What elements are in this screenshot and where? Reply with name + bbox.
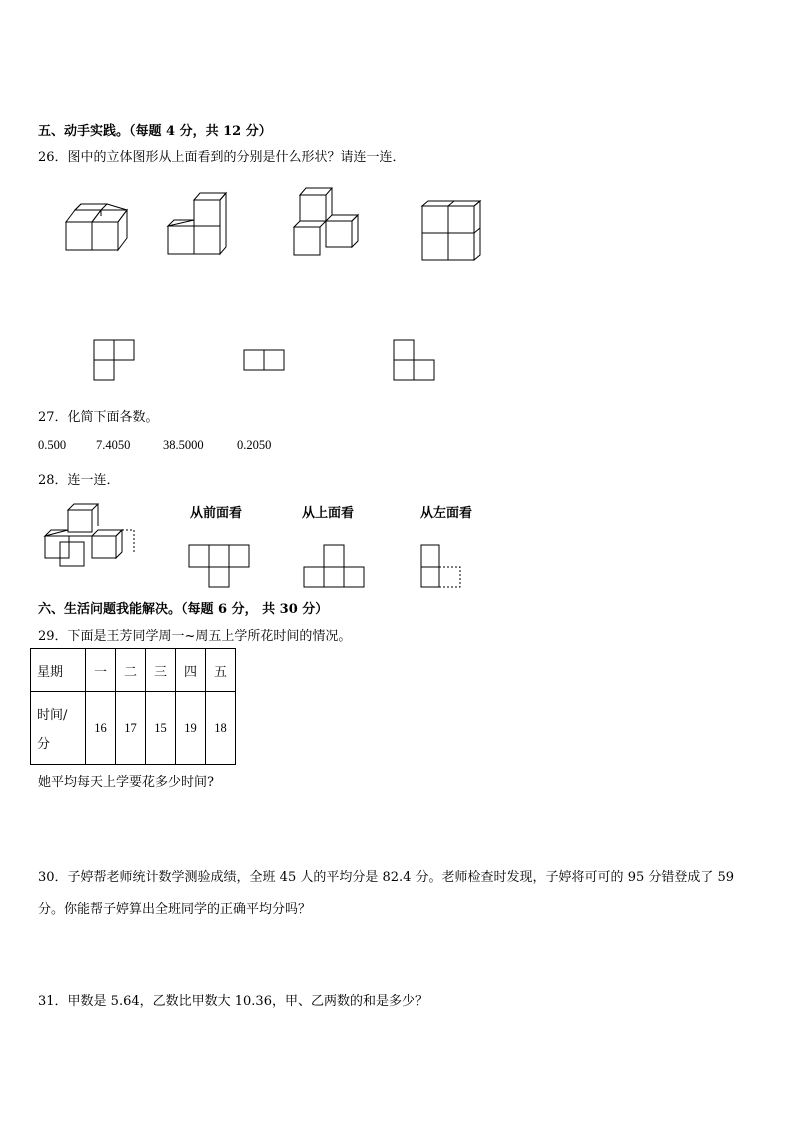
table-cell-day: 二 <box>116 649 146 692</box>
q26-solid-figure-3 <box>290 185 365 260</box>
question-31-text: 31．甲数是 5.64，乙数比甲数大 10.36，甲、乙两数的和是多少？ <box>38 994 428 1009</box>
q28-view-label-front: 从前面看 <box>190 506 243 521</box>
q26-solid-figure-1 <box>60 200 130 260</box>
q28-view-shape-inverted-t <box>303 544 368 590</box>
table-cell-day: 五 <box>206 649 236 692</box>
table-row-times <box>31 692 236 765</box>
question-28-text: 28．连一连． <box>38 473 120 488</box>
q27-number-3: 38.5000 <box>163 438 204 452</box>
table-cell-time: 19 <box>176 692 206 765</box>
q26-top-view-two-squares <box>243 349 288 374</box>
table-cell-time: 17 <box>116 692 146 765</box>
q26-solid-figure-2 <box>162 190 232 260</box>
q26-solid-figure-4 <box>418 198 488 264</box>
table-cell-day: 一 <box>86 649 116 692</box>
time-label-line-1: 时间/ <box>37 708 68 723</box>
q27-number-2: 7.4050 <box>96 438 131 452</box>
table-cell-day: 三 <box>146 649 176 692</box>
q28-view-label-left: 从左面看 <box>420 506 473 521</box>
question-30-line-2: 分。你能帮子婷算出全班同学的正确平均分吗？ <box>38 902 312 917</box>
table-cell-time: 15 <box>146 692 176 765</box>
q27-number-4: 0.2050 <box>237 438 272 452</box>
question-29-text: 29．下面是王芳同学周一~周五上学所花时间的情况。 <box>38 629 352 644</box>
table-cell-time: 16 <box>86 692 116 765</box>
section-6-title: 六、生活问题我能解决。（每题 6 分， 共 30 分） <box>38 602 329 617</box>
section-5-title: 五、动手实践。（每题 4 分，共 12 分） <box>38 124 272 139</box>
q26-top-view-reverse-l <box>393 339 438 384</box>
q28-view-shape-column <box>420 544 465 590</box>
question-29-prompt: 她平均每天上学要花多少时间? <box>38 775 214 790</box>
question-26-text: 26．图中的立体图形从上面看到的分别是什么形状？请连一连． <box>38 150 406 165</box>
time-label-line-2: 分 <box>37 737 51 752</box>
table-cell-label-weekday: 星期 <box>31 649 86 692</box>
table-cell-day: 四 <box>176 649 206 692</box>
q28-view-shape-t <box>188 544 263 590</box>
q26-top-view-l-shape <box>93 339 138 384</box>
q28-view-label-top: 从上面看 <box>302 506 355 521</box>
q29-schedule-table <box>30 648 236 765</box>
q27-number-1: 0.500 <box>38 438 67 452</box>
table-cell-time: 18 <box>206 692 236 765</box>
table-cell-label-time <box>31 692 86 765</box>
question-30-line-1: 30．子婷帮老师统计数学测验成绩，全班 45 人的平均分是 82.4 分。老师检查时发现，子婷将可可的 95 分错登成了 59 <box>38 870 735 885</box>
q28-solid-figure <box>42 500 142 570</box>
table-row-days <box>31 649 236 692</box>
question-27-text: 27．化简下面各数。 <box>38 410 159 425</box>
